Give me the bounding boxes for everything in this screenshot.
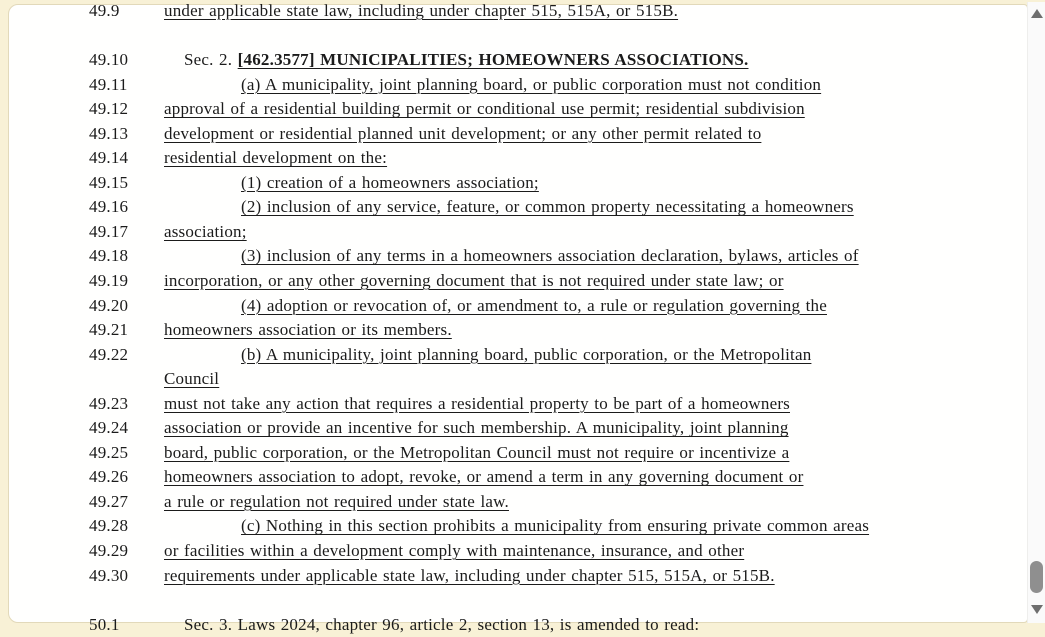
scroll-down-button[interactable] — [1028, 602, 1045, 616]
body-text: (c) Nothing in this section prohibits a municipality from ensuring private common areas — [241, 516, 870, 536]
document-line — [9, 613, 1027, 637]
body-text: homeowners association or its members. — [164, 320, 452, 340]
line-number: 49.12 — [89, 99, 129, 119]
line-number: 49.20 — [89, 295, 129, 315]
line-text — [164, 220, 1027, 245]
body-text: board, public corporation, or the Metropolitan Council must not require or incentivize a — [164, 442, 790, 462]
line-number: 49.15 — [89, 172, 129, 192]
line-number: 49.18 — [89, 246, 129, 266]
line-number: 49.29 — [89, 541, 129, 561]
line-number: 49.23 — [89, 393, 129, 413]
body-text: must not take any action that requires a residential property to be part of a homeowners — [164, 393, 790, 413]
line-number — [89, 367, 164, 392]
section-heading-text: [462.3577] MUNICIPALITIES; HOMEOWNERS ASSOCIATIONS. — [237, 50, 749, 70]
document-line — [9, 122, 1027, 147]
document-line — [9, 48, 1027, 73]
line-text — [164, 244, 1027, 269]
document-line — [9, 318, 1027, 343]
line-text — [164, 73, 1027, 98]
line-number: 49.9 — [89, 1, 120, 20]
line-text — [164, 514, 1027, 539]
line-text — [164, 367, 1027, 392]
line-number: 50.1 — [89, 614, 120, 634]
body-text: residential development on the: — [164, 148, 388, 168]
line-text — [164, 318, 1027, 343]
body-text: Council — [164, 369, 220, 389]
document-line — [9, 269, 1027, 294]
document-line — [9, 244, 1027, 269]
line-text — [164, 343, 1027, 368]
scroll-up-icon — [1031, 9, 1043, 18]
line-text — [164, 122, 1027, 147]
scrollbar-thumb[interactable] — [1030, 561, 1043, 593]
body-text: or facilities within a development comply with maintenance, insurance, and other — [164, 541, 745, 561]
body-text: association or provide an incentive for such membership. A municipality, joint planning — [164, 418, 789, 438]
document-line — [9, 539, 1027, 564]
body-text: (2) inclusion of any service, feature, or common property necessitating a homeowners — [241, 197, 854, 217]
document-line — [9, 73, 1027, 98]
line-number: 49.28 — [89, 516, 129, 536]
line-number: 49.16 — [89, 197, 129, 217]
vertical-scrollbar[interactable] — [1027, 2, 1045, 623]
body-text: (3) inclusion of any terms in a homeowners association declaration, bylaws, articles of — [241, 246, 859, 266]
line-number: 49.25 — [89, 442, 129, 462]
document-line — [9, 490, 1027, 515]
document-line — [9, 97, 1027, 122]
body-text: (a) A municipality, joint planning board, or public corporation must not condition — [241, 74, 822, 94]
line-number: 49.22 — [89, 344, 129, 364]
line-text — [164, 146, 1027, 171]
document-line — [9, 343, 1027, 368]
blank-line — [9, 588, 1027, 613]
line-number: 49.30 — [89, 565, 129, 585]
document-line — [9, 294, 1027, 319]
line-text — [164, 392, 1027, 417]
line-number: 49.14 — [89, 148, 129, 168]
line-number: 49.21 — [89, 320, 129, 340]
line-text — [164, 564, 1027, 589]
body-text: (4) adoption or revocation of, or amendment to, a rule or regulation governing the — [241, 295, 827, 315]
line-text — [164, 465, 1027, 490]
body-text: incorporation, or any other governing document that is not required under state law; or — [164, 271, 784, 291]
document-line — [9, 171, 1027, 196]
body-text: a rule or regulation not required under state law. — [164, 491, 509, 511]
blank-line — [9, 24, 1027, 49]
document-line — [9, 514, 1027, 539]
line-number: 49.10 — [89, 50, 129, 70]
line-number: 49.17 — [89, 221, 129, 241]
line-text — [164, 269, 1027, 294]
line-number: 49.24 — [89, 418, 129, 438]
line-text — [164, 441, 1027, 466]
line-number: 49.26 — [89, 467, 129, 487]
document-line — [9, 195, 1027, 220]
line-text — [164, 0, 1027, 24]
document-line — [9, 416, 1027, 441]
line-number: 49.11 — [89, 74, 128, 94]
line-text — [164, 195, 1027, 220]
line-text — [164, 416, 1027, 441]
body-text: development or residential planned unit development; or any other permit related to — [164, 123, 762, 143]
document-page — [8, 1, 1028, 634]
line-text — [164, 539, 1027, 564]
line-text — [164, 294, 1027, 319]
document-line — [9, 441, 1027, 466]
body-text: Sec. 2. — [184, 50, 238, 70]
line-text — [164, 97, 1027, 122]
line-text — [164, 48, 1027, 73]
line-number: 49.13 — [89, 123, 129, 143]
line-number: 49.27 — [89, 491, 129, 511]
document-line — [9, 367, 1027, 392]
document-line — [9, 392, 1027, 417]
body-text: (1) creation of a homeowners association; — [241, 172, 539, 192]
body-text: approval of a residential building permit or conditional use permit; residential subdivision — [164, 99, 805, 119]
body-text: homeowners association to adopt, revoke, or amend a term in any governing document or — [164, 467, 804, 487]
body-text: (b) A municipality, joint planning board, public corporation, or the Metropolitan — [241, 344, 812, 364]
line-text — [164, 171, 1027, 196]
document-line — [9, 220, 1027, 245]
scroll-down-icon — [1031, 605, 1043, 614]
body-text: Sec. 3. Laws 2024, chapter 96, article 2, section 13, is amended to read: — [184, 614, 700, 634]
document-lines — [9, 0, 1027, 637]
document-line — [9, 146, 1027, 171]
body-text: requirements under applicable state law, including under chapter 515, 515A, or 515B. — [164, 565, 775, 585]
line-text — [164, 490, 1027, 515]
document-line — [9, 0, 1027, 24]
document-line — [9, 465, 1027, 490]
line-number: 49.19 — [89, 271, 129, 291]
body-text: under applicable state law, including under chapter 515, 515A, or 515B. — [164, 1, 679, 20]
line-text — [164, 613, 1027, 637]
scroll-up-button[interactable] — [1028, 6, 1045, 20]
document-line — [9, 564, 1027, 589]
body-text: association; — [164, 221, 247, 241]
